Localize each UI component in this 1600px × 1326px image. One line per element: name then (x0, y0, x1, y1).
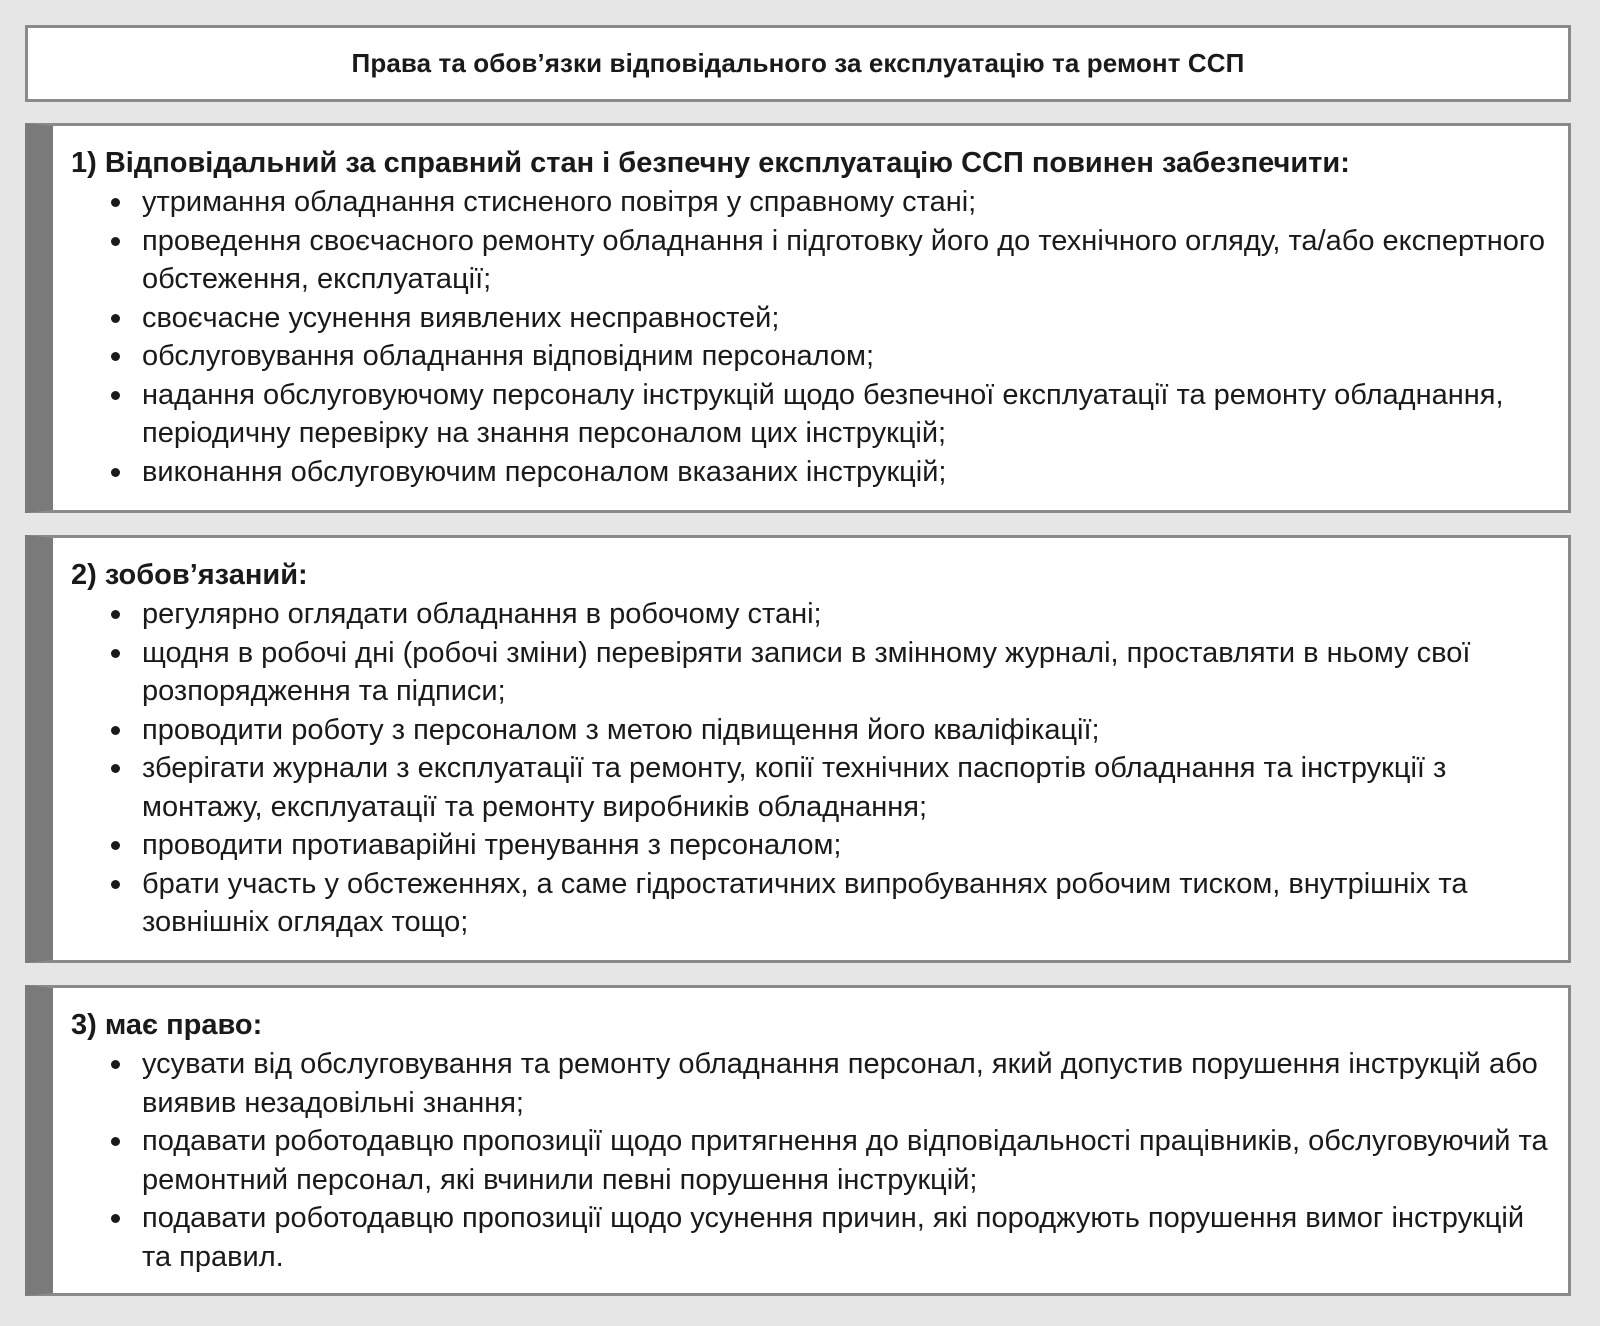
list-item (111, 595, 1554, 634)
bullet-icon (111, 764, 120, 773)
bullet-icon (111, 841, 120, 850)
bullet-icon (111, 880, 120, 889)
bullet-icon (111, 649, 120, 658)
bullet-icon (111, 1060, 120, 1069)
list-item-text: виконання обслуговуючим персоналом вказаних інструкцій; (142, 455, 947, 488)
list-item-text: щодня в робочі дні (робочі зміни) перевіряти записи в змінному журналі, проставляти в ньому свої розпорядження та підписи; (142, 636, 1471, 707)
list-item-text: подавати роботодавцю пропозиції щодо притягнення до відповідальності працівників, обслуговуючий та ремонтний персонал, які вчинили певні порушення інструкцій; (142, 1125, 1548, 1196)
bullet-icon (111, 1137, 120, 1146)
section-obligations (25, 535, 1571, 963)
bullet-icon (111, 391, 120, 400)
list-item-text: подавати роботодавцю пропозиції щодо усунення причин, які породжують порушення вимог інструкцій та правил. (142, 1202, 1525, 1273)
list-item (111, 865, 1554, 942)
bullet-icon (111, 237, 120, 246)
section-heading: 2) зобов’язаний: (71, 559, 308, 591)
list-item-text: своєчасне усунення виявлених несправностей; (142, 301, 780, 334)
list-item (111, 299, 1554, 338)
list-item-text: надання обслуговуючому персоналу інструкцій щодо безпечної експлуатації та ремонту обладнання, періодичну перевірку на знання персоналом цих інструкцій; (142, 378, 1504, 449)
list-item-text: усувати від обслуговування та ремонту обладнання персонал, який допустив порушення інструкцій або виявив незадовільні знання; (142, 1048, 1538, 1119)
list-item (111, 711, 1554, 750)
bullet-icon (111, 314, 120, 323)
list-item (111, 376, 1554, 453)
bullet-icon (111, 1214, 120, 1223)
bullet-icon (111, 352, 120, 361)
list-item-text: регулярно оглядати обладнання в робочому стані; (142, 598, 822, 630)
list-item-text: проведення своєчасного ремонту обладнання і підготовку його до технічного огляду, та/або експертного обстеження, експлуатації; (142, 224, 1545, 295)
diagram-title-text: Права та обов’язки відповідального за експлуатацію та ремонт ССП (351, 48, 1245, 78)
list-item (111, 183, 1554, 222)
bullet-icon (111, 198, 120, 207)
list-item (111, 453, 1554, 492)
section-heading: 3) має право: (71, 1009, 263, 1041)
section-responsibilities (25, 123, 1571, 513)
diagram-title (25, 25, 1571, 102)
list-item (111, 1122, 1554, 1199)
bullet-list (111, 595, 1554, 942)
section-rights (25, 985, 1571, 1296)
list-item (111, 749, 1554, 826)
bullet-icon (111, 610, 120, 619)
list-item-text: проводити протиаварійні тренування з персоналом; (142, 829, 842, 861)
bullet-list (111, 1045, 1554, 1276)
list-item-text: брати участь у обстеженнях, а саме гідростатичних випробуваннях робочим тиском, внутрішніх та зовнішніх оглядах тощо; (142, 867, 1468, 938)
list-item (111, 337, 1554, 376)
list-item-text: зберігати журнали з експлуатації та ремонту, копії технічних паспортів обладнання та інструкції з монтажу, експлуатації та ремонту виробників обладнання; (142, 752, 1447, 823)
list-item (111, 634, 1554, 711)
list-item (111, 826, 1554, 865)
list-item-text: утримання обладнання стисненого повітря у справному стані; (142, 186, 977, 218)
list-item (111, 1045, 1554, 1122)
list-item (111, 222, 1554, 299)
list-item-text: обслуговування обладнання відповідним персоналом; (142, 340, 875, 372)
list-item-text: проводити роботу з персоналом з метою підвищення його кваліфікації; (142, 713, 1100, 746)
bullet-icon (111, 468, 120, 477)
bullet-list (111, 183, 1554, 491)
section-heading: 1) Відповідальний за справний стан і безпечну експлуатацію ССП повинен забезпечити: (71, 147, 1350, 179)
list-item (111, 1199, 1554, 1276)
bullet-icon (111, 726, 120, 735)
